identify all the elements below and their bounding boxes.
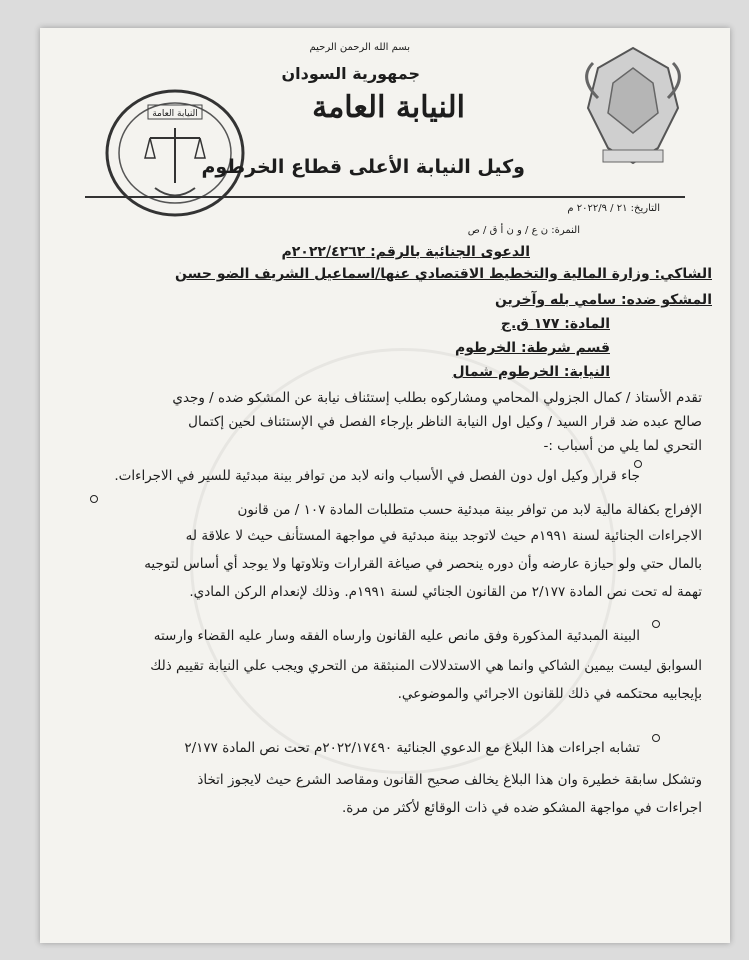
body-line: صالح عبده ضد قرار السيد / وكيل اول النيابة الناظر بإرجاء الفصل في الإستئناف لحين إكتمال bbox=[188, 414, 702, 430]
sudan-emblem-logo bbox=[558, 38, 708, 178]
ministry-title: النيابة العامة bbox=[312, 90, 465, 125]
deputy-title: وكيل النيابة الأعلى قطاع الخرطوم bbox=[201, 156, 525, 178]
basmala: بسم الله الرحمن الرحيم bbox=[309, 42, 410, 53]
bullet-icon bbox=[652, 620, 660, 628]
republic-name: جمهورية السودان bbox=[281, 64, 420, 83]
body-line: تهمة له تحت نص المادة ٢/١٧٧ من القانون الجنائي لسنة ١٩٩١م. وذلك لإنعدام الركن المادي. bbox=[189, 584, 702, 600]
body-line: اجراءات في مواجهة المشكو ضده في ذات الوقائع لأكثر من مرة. bbox=[342, 800, 702, 816]
body-line: وتشكل سابقة خطيرة وان هذا البلاغ يخالف صحيح القانون ومقاصد الشرع حيث لايجوز اتخاذ bbox=[197, 772, 702, 788]
legal-article: المادة: ١٧٧ ق.ج bbox=[500, 316, 610, 332]
body-line: البينة المبدئية المذكورة وفق مانص عليه القانون وارساه الفقه وسار عليه القضاء وارسته bbox=[153, 628, 640, 644]
body-line: تقدم الأستاذ / كمال الجزولي المحامي ومشاركوه بطلب إستئناف نيابة عن المشكو ضده / وجدي bbox=[172, 390, 702, 406]
bullet-icon bbox=[90, 495, 98, 503]
document-date: التاريخ: ٢١ / ٢٠٢٢/٩ م bbox=[567, 203, 660, 214]
body-line: بإيجابيه محتكمه في ذلك للقانون الاجرائي والموضوعي. bbox=[397, 686, 702, 702]
body-line: تشابه اجراءات هذا البلاغ مع الدعوي الجنائية ٢٠٢٢/١٧٤٩٠م تحت نص المادة ٢/١٧٧ bbox=[184, 740, 640, 756]
accused: المشكو ضده: سامي بله وآخرين bbox=[494, 292, 712, 308]
body-line: الاجراءات الجنائية لسنة ١٩٩١م حيث لاتوجد بينة مبدئية في مواجهة المستأنف حيث لا علاقة له bbox=[185, 528, 702, 544]
complainant: الشاكي: وزارة المالية والتخطيط الاقتصادي عنها/اسماعيل الشريف الضو حسن bbox=[175, 266, 712, 282]
reference-number: النمرة: ن ع / و ن أ ق / ص bbox=[467, 225, 580, 236]
bullet-icon bbox=[652, 734, 660, 742]
case-title: الدعوى الجنائية بالرقم: ٢٠٢٢/٤٢٦٢م bbox=[281, 244, 530, 260]
body-line: الإفراج بكفالة مالية لابد من توافر بينة مبدئية حسب متطلبات المادة ١٠٧ / من قانون bbox=[237, 502, 702, 518]
bullet-icon bbox=[634, 460, 642, 468]
seal-text: النيابة العامة bbox=[152, 109, 198, 119]
prosecution-office: النيابة: الخرطوم شمال bbox=[452, 364, 610, 380]
document-page bbox=[40, 28, 730, 943]
body-line: التحري لما يلي من أسباب :- bbox=[543, 438, 702, 454]
header-divider bbox=[85, 196, 685, 198]
body-line: بالمال حتي ولو حيازة عارضه وأن دوره ينحصر في صياغة القرارات وتلاوتها ولا يوجد أي أساس لتوجيه bbox=[144, 556, 702, 572]
police-station: قسم شرطة: الخرطوم bbox=[455, 340, 610, 356]
body-line: السوابق ليست بيمين الشاكي وانما هي الاستدلالات المنبثقة من التحري ويجب علي النيابة تقييم ذلك bbox=[150, 658, 702, 674]
prosecution-seal-logo bbox=[100, 83, 250, 223]
body-line: جاء قرار وكيل اول دون الفصل في الأسباب وانه لابد من توافر بينة مبدئية للسير في الاجراءات. bbox=[114, 468, 640, 484]
